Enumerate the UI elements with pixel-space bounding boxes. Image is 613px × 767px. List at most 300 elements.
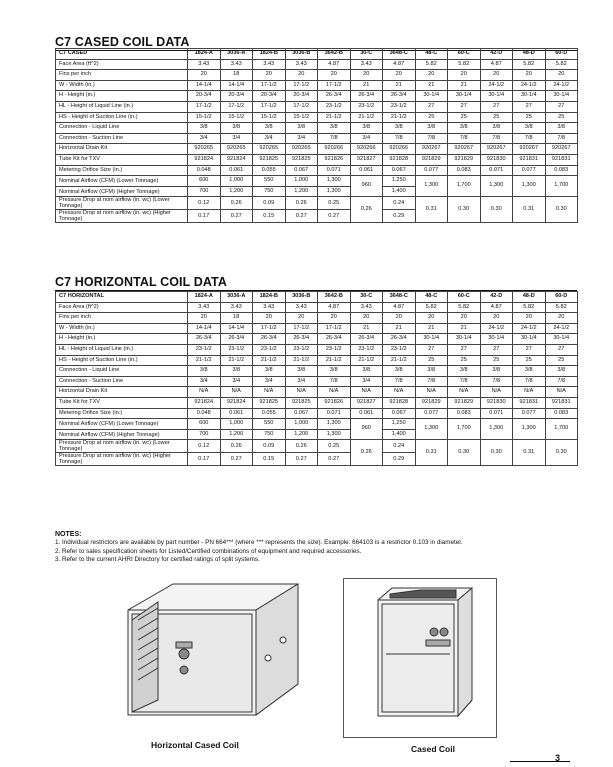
table-cell: 4.87 (383, 302, 416, 313)
page-number: 3 (555, 753, 561, 763)
table-cell: 23-1/2 (253, 344, 286, 355)
table-cell: 7/8 (545, 133, 578, 144)
table-cell: 21-1/2 (188, 355, 221, 366)
table-cell: 1,300 (318, 176, 351, 187)
table-cell: 20 (448, 70, 481, 81)
table-row (56, 133, 578, 144)
table-row (56, 366, 578, 377)
table-cell: 3/8 (253, 366, 286, 377)
table-cell: 3/8 (383, 123, 416, 134)
table-cell: 0.12 (188, 197, 221, 210)
row-label: Pressure Drop at nom airflow (in. wc) (Higher Tonnage) (56, 453, 188, 466)
table-cell: 27 (545, 101, 578, 112)
table-cell: 700 (188, 186, 221, 197)
table-cell: 1,300 (415, 176, 448, 197)
table-cell: 550 (253, 176, 286, 187)
page-number-rule (510, 761, 570, 762)
table-cell: 20 (188, 70, 221, 81)
table-cell: 0.27 (220, 210, 253, 223)
table-cell: 920265 (220, 144, 253, 155)
table-cell: 30-1/4 (415, 334, 448, 345)
table-cell: 0.15 (253, 453, 286, 466)
table-cell: 24-1/2 (480, 323, 513, 334)
table-row (56, 408, 578, 419)
table-cell: 920266 (350, 144, 383, 155)
table-cell: 25 (545, 112, 578, 123)
table-header-cell: 1824-A (188, 49, 221, 60)
table-cell: 1,300 (513, 419, 546, 440)
cased-coil-illustration (360, 584, 480, 729)
cased-coil-title: C7 CASED COIL DATA (55, 35, 190, 49)
table-cell: 27 (513, 101, 546, 112)
table-cell: 5.82 (545, 59, 578, 70)
notes-heading: NOTES: (55, 531, 82, 538)
table-header-cell: 3642-B (318, 292, 351, 303)
table-cell: 27 (480, 101, 513, 112)
table-cell: 3/8 (350, 123, 383, 134)
table-cell: 1,300 (513, 176, 546, 197)
table-cell: 30-1/4 (513, 91, 546, 102)
table-cell: 0.26 (285, 197, 318, 210)
table-cell: 1,400 (383, 186, 416, 197)
table-cell: 14-1/4 (188, 323, 221, 334)
table-cell: 3.43 (220, 59, 253, 70)
table-cell: 0.27 (285, 210, 318, 223)
table-cell: 7/8 (448, 133, 481, 144)
table-cell: 15-1/2 (220, 112, 253, 123)
table-cell: 3/8 (318, 366, 351, 377)
table-cell: 3/8 (383, 366, 416, 377)
table-cell: 25 (448, 112, 481, 123)
table-cell: N/A (448, 387, 481, 398)
table-cell: 4.87 (480, 59, 513, 70)
table-cell: 23-1/2 (318, 101, 351, 112)
table-header-cell: 48-C (415, 292, 448, 303)
table-cell: 5.82 (415, 302, 448, 313)
table-cell: 17-1/2 (285, 80, 318, 91)
table-cell: 20-3/4 (253, 91, 286, 102)
table-cell: 14-1/4 (188, 80, 221, 91)
table-cell: 7/8 (318, 376, 351, 387)
table-cell: 1,000 (285, 419, 318, 430)
table-cell: 921824 (188, 397, 221, 408)
table-cell: 921828 (383, 397, 416, 408)
table-cell: 30-1/4 (448, 91, 481, 102)
table-cell: 921829 (415, 397, 448, 408)
table-header-cell: 30-C (350, 292, 383, 303)
table-row (56, 397, 578, 408)
table-cell: 23-1/2 (188, 344, 221, 355)
table-cell: 0.067 (383, 165, 416, 176)
table-cell: 0.077 (513, 165, 546, 176)
table-cell: 7/8 (545, 376, 578, 387)
row-label: Metering Orifice Size (in.) (56, 408, 188, 419)
row-label: HL - Height of Liquid Line (in.) (56, 344, 188, 355)
table-cell: 21 (350, 80, 383, 91)
table-row (56, 70, 578, 81)
table-cell: 920266 (383, 144, 416, 155)
table-cell: 27 (415, 344, 448, 355)
table-cell: 1,300 (480, 176, 513, 197)
table-cell: 0.15 (253, 210, 286, 223)
table-header-cell: 3642-B (318, 49, 351, 60)
table-cell: 0.30 (480, 440, 513, 466)
table-row (56, 154, 578, 165)
row-label: Pressure Drop at nom airflow (in. wc) (Higher Tonnage) (56, 210, 188, 223)
table-cell: 7/8 (513, 376, 546, 387)
table-cell: 20 (513, 70, 546, 81)
table-cell: 921829 (448, 154, 481, 165)
table-cell: 20 (285, 70, 318, 81)
table-cell: 7/8 (513, 133, 546, 144)
table-cell: 25 (448, 355, 481, 366)
table-cell: 26-3/4 (383, 334, 416, 345)
table-cell: 3/8 (448, 366, 481, 377)
table-cell: 921825 (285, 154, 318, 165)
table-header-cell: 3036-A (220, 49, 253, 60)
table-cell: N/A (285, 387, 318, 398)
table-cell: 21-1/2 (383, 355, 416, 366)
table-cell: 20 (253, 313, 286, 324)
table-cell: 25 (480, 355, 513, 366)
table-cell: 0.071 (318, 408, 351, 419)
table-cell: 1,250 (383, 419, 416, 430)
table-cell: 3/8 (318, 123, 351, 134)
table-cell: 20 (415, 70, 448, 81)
table-cell: 1,400 (383, 429, 416, 440)
table-cell: 26-3/4 (188, 334, 221, 345)
table-cell: 3/8 (545, 366, 578, 377)
table-cell: 1,300 (318, 186, 351, 197)
table-cell: 7/8 (415, 133, 448, 144)
table-row (56, 387, 578, 398)
table-cell: 20 (188, 313, 221, 324)
table-cell: 0.30 (448, 197, 481, 223)
table-cell: 20-3/4 (220, 91, 253, 102)
table-cell: 21-1/2 (383, 112, 416, 123)
table-cell: 0.27 (220, 453, 253, 466)
table-cell: 0.067 (383, 408, 416, 419)
table-cell: 7/8 (448, 376, 481, 387)
table-cell: 20 (318, 313, 351, 324)
table-cell: 15-1/2 (253, 112, 286, 123)
table-cell: 23-1/2 (350, 101, 383, 112)
table-cell: 0.30 (545, 197, 578, 223)
table-cell: 21 (448, 80, 481, 91)
table-cell: 0.077 (415, 408, 448, 419)
table-cell: 25 (415, 112, 448, 123)
row-label: Connection - Liquid Line (56, 366, 188, 377)
table-cell: 921826 (318, 397, 351, 408)
row-label: Tube Kit for TXV (56, 397, 188, 408)
table-cell: 3/8 (220, 123, 253, 134)
row-label: Pressure Drop at nom airflow (in. wc) (Lower Tonnage) (56, 197, 188, 210)
table-cell: 24-1/2 (545, 80, 578, 91)
row-label: H - Height (in.) (56, 91, 188, 102)
table-cell: 1,700 (448, 419, 481, 440)
table-cell: 30-1/4 (480, 334, 513, 345)
table-cell: 30-1/4 (545, 91, 578, 102)
row-label: Connection - Liquid Line (56, 123, 188, 134)
table-header-cell: 60-C (448, 49, 481, 60)
table-cell: 24-1/2 (545, 323, 578, 334)
table-cell: 920265 (188, 144, 221, 155)
row-label: Fins per inch (56, 70, 188, 81)
table-cell: 920267 (545, 144, 578, 155)
table-cell: 0.071 (480, 408, 513, 419)
table-row (56, 323, 578, 334)
horizontal-coil-title: C7 HORIZONTAL COIL DATA (55, 275, 227, 289)
table-cell: 18 (220, 313, 253, 324)
table-cell: 3.43 (188, 59, 221, 70)
table-cell: 7/8 (480, 133, 513, 144)
table-cell: 921826 (318, 154, 351, 165)
row-label: Connection - Suction Line (56, 376, 188, 387)
table-cell: 21 (415, 80, 448, 91)
table-cell: 3/8 (220, 366, 253, 377)
table-cell: 920265 (253, 144, 286, 155)
table-cell: 0.29 (383, 453, 416, 466)
table-cell: 25 (415, 355, 448, 366)
table-cell: 0.067 (285, 408, 318, 419)
table-cell: N/A (383, 387, 416, 398)
table-header-cell: 48-D (513, 292, 546, 303)
row-label: Nominal Airflow (CFM) (Lower Tonnage) (56, 176, 188, 187)
table-header-row (56, 49, 578, 60)
table-cell: 7/8 (383, 376, 416, 387)
notes-block (55, 531, 585, 564)
table-cell: 921831 (545, 154, 578, 165)
row-label: Face Area (ft^2) (56, 302, 188, 313)
table-header-cell: 42-D (480, 292, 513, 303)
table-cell: 20 (545, 70, 578, 81)
table-cell: 21 (415, 323, 448, 334)
table-header-cell: 60-D (545, 292, 578, 303)
table-cell: 5.82 (545, 302, 578, 313)
table-cell: 27 (448, 344, 481, 355)
table-cell: 26-3/4 (350, 91, 383, 102)
table-cell: 23-1/2 (318, 344, 351, 355)
table-cell: 21-1/2 (253, 355, 286, 366)
table-cell: 17-1/2 (318, 323, 351, 334)
table-cell: 3/8 (253, 123, 286, 134)
table-cell: 25 (545, 355, 578, 366)
table-cell: 30-1/4 (480, 91, 513, 102)
table-cell: 600 (188, 419, 221, 430)
row-label: HL - Height of Liquid Line (in.) (56, 101, 188, 112)
row-label: Nominal Airflow (CFM) (Higher Tonnage) (56, 186, 188, 197)
table-cell: 600 (188, 176, 221, 187)
table-cell: 25 (513, 112, 546, 123)
table-cell: 1,200 (220, 429, 253, 440)
table-cell: 0.27 (285, 453, 318, 466)
table-cell: 0.055 (253, 165, 286, 176)
table-cell: 0.083 (448, 165, 481, 176)
table-cell: 3/4 (253, 376, 286, 387)
table-cell: 0.067 (285, 165, 318, 176)
table-cell: 20 (383, 70, 416, 81)
table-cell: 18 (220, 70, 253, 81)
table-cell: 921830 (480, 397, 513, 408)
table-cell: 0.083 (545, 165, 578, 176)
table-cell: 1,700 (448, 176, 481, 197)
table-cell: 0.31 (513, 197, 546, 223)
table-cell: 26-3/4 (285, 334, 318, 345)
row-label: Nominal Airflow (CFM) (Higher Tonnage) (56, 429, 188, 440)
table-cell: 3/4 (350, 376, 383, 387)
table-cell: 0.26 (220, 197, 253, 210)
table-cell: 24-1/2 (480, 80, 513, 91)
table-cell: 25 (480, 112, 513, 123)
table-cell: 3/4 (220, 133, 253, 144)
table-cell: 26-3/4 (350, 334, 383, 345)
table-cell: 1,000 (285, 176, 318, 187)
table-cell: 3/8 (285, 123, 318, 134)
table-cell: 23-1/2 (383, 344, 416, 355)
table-cell: 0.25 (318, 440, 351, 453)
table-cell: 1,200 (220, 186, 253, 197)
table-cell: 0.12 (188, 440, 221, 453)
table-cell: N/A (253, 387, 286, 398)
table-row (56, 313, 578, 324)
table-row (56, 165, 578, 176)
table-row (56, 344, 578, 355)
row-label: HS - Height of Suction Line (in.) (56, 355, 188, 366)
table-cell: 5.82 (415, 59, 448, 70)
table-cell: 20 (480, 70, 513, 81)
table-cell: 0.17 (188, 453, 221, 466)
table-cell: N/A (415, 387, 448, 398)
table-cell: 7/8 (318, 133, 351, 144)
table-cell: 0.077 (513, 408, 546, 419)
table-cell: 21 (350, 323, 383, 334)
table-cell: 20 (415, 313, 448, 324)
table-header-row (56, 292, 578, 303)
table-cell: 921831 (513, 397, 546, 408)
table-cell: 3/8 (513, 366, 546, 377)
table-row (56, 123, 578, 134)
table-cell: 921825 (285, 397, 318, 408)
table-cell: 921824 (220, 154, 253, 165)
table-cell: 0.055 (253, 408, 286, 419)
table-cell: 3/8 (545, 123, 578, 134)
table-cell: 3/4 (253, 133, 286, 144)
table-cell: 17-1/2 (220, 101, 253, 112)
table-cell: 0.077 (415, 165, 448, 176)
table-cell: 921824 (220, 397, 253, 408)
table-cell: 750 (253, 186, 286, 197)
table-cell: 30-1/4 (415, 91, 448, 102)
table-cell: 0.25 (318, 197, 351, 210)
row-label: Face Area (ft^2) (56, 59, 188, 70)
note-item: 3. Refer to the current AHRI Directory for certified ratings of split systems. (55, 555, 260, 563)
table-cell: N/A (350, 387, 383, 398)
table-cell: 17-1/2 (285, 323, 318, 334)
table-cell: 20 (285, 313, 318, 324)
table-cell: 3/8 (480, 123, 513, 134)
table-cell: 750 (253, 429, 286, 440)
table-cell: 920266 (318, 144, 351, 155)
table-cell: 3/8 (188, 123, 221, 134)
table-cell: 21-1/2 (350, 355, 383, 366)
table-cell: 5.82 (513, 59, 546, 70)
table-header-cell: 1824-B (253, 292, 286, 303)
table-cell: 30-1/4 (545, 334, 578, 345)
table-cell: 3/4 (220, 376, 253, 387)
table-row (56, 440, 578, 453)
table-cell: 0.27 (318, 453, 351, 466)
table-cell: 1,200 (285, 429, 318, 440)
table-cell: 14-1/4 (220, 323, 253, 334)
table-cell: 921827 (350, 154, 383, 165)
table-cell: 1,250 (383, 176, 416, 187)
table-cell: 27 (545, 344, 578, 355)
table-cell: 3.43 (350, 59, 383, 70)
table-cell: 1,700 (545, 419, 578, 440)
table-header-cell: 1824-A (188, 292, 221, 303)
table-cell: 3/4 (188, 133, 221, 144)
table-cell: N/A (188, 387, 221, 398)
table-cell: 0.26 (220, 440, 253, 453)
table-cell: 27 (448, 101, 481, 112)
table-header-cell: 60-C (448, 292, 481, 303)
table-cell: 27 (415, 101, 448, 112)
table-cell: 21-1/2 (318, 112, 351, 123)
table-cell: 17-1/2 (253, 80, 286, 91)
row-label: W - Width (in.) (56, 323, 188, 334)
table-cell: 4.87 (480, 302, 513, 313)
table-cell: 3.43 (253, 302, 286, 313)
table-cell: 3.43 (188, 302, 221, 313)
table-cell: 3/8 (188, 366, 221, 377)
table-cell: 0.26 (350, 197, 383, 223)
table-cell: 3/4 (350, 133, 383, 144)
table-cell: 30-1/4 (448, 334, 481, 345)
cased-coil-caption: Cased Coil (411, 744, 455, 754)
table-cell: 7/8 (383, 133, 416, 144)
table-cell: 15-1/2 (285, 112, 318, 123)
table-cell: 3.43 (285, 302, 318, 313)
table-cell: 1,000 (220, 176, 253, 187)
table-cell: 921828 (383, 154, 416, 165)
row-label: Tube Kit for TXV (56, 154, 188, 165)
table-header-cell: 48-C (415, 49, 448, 60)
table-cell: 0.31 (415, 197, 448, 223)
row-label: H - Height (in.) (56, 334, 188, 345)
table-row (56, 112, 578, 123)
table-cell: 1,300 (318, 429, 351, 440)
table-cell: 1,700 (545, 176, 578, 197)
table-cell: 3.43 (220, 302, 253, 313)
table-row (56, 302, 578, 313)
table-cell: 7/8 (415, 376, 448, 387)
table-cell: 0.24 (383, 197, 416, 210)
table-cell: 20 (383, 313, 416, 324)
table-cell: 921824 (188, 154, 221, 165)
table-cell: 0.30 (448, 440, 481, 466)
table-cell: 921829 (448, 397, 481, 408)
table-row (56, 144, 578, 155)
table-cell: 0.071 (480, 165, 513, 176)
table-row (56, 419, 578, 430)
table-cell: 26-3/4 (220, 334, 253, 345)
table-cell: N/A (480, 387, 513, 398)
row-label: Fins per inch (56, 313, 188, 324)
table-cell: 3/8 (480, 366, 513, 377)
table-cell: 17-1/2 (253, 323, 286, 334)
table-header-cell: 3036-A (220, 292, 253, 303)
row-label: HS - Height of Suction Line (in.) (56, 112, 188, 123)
